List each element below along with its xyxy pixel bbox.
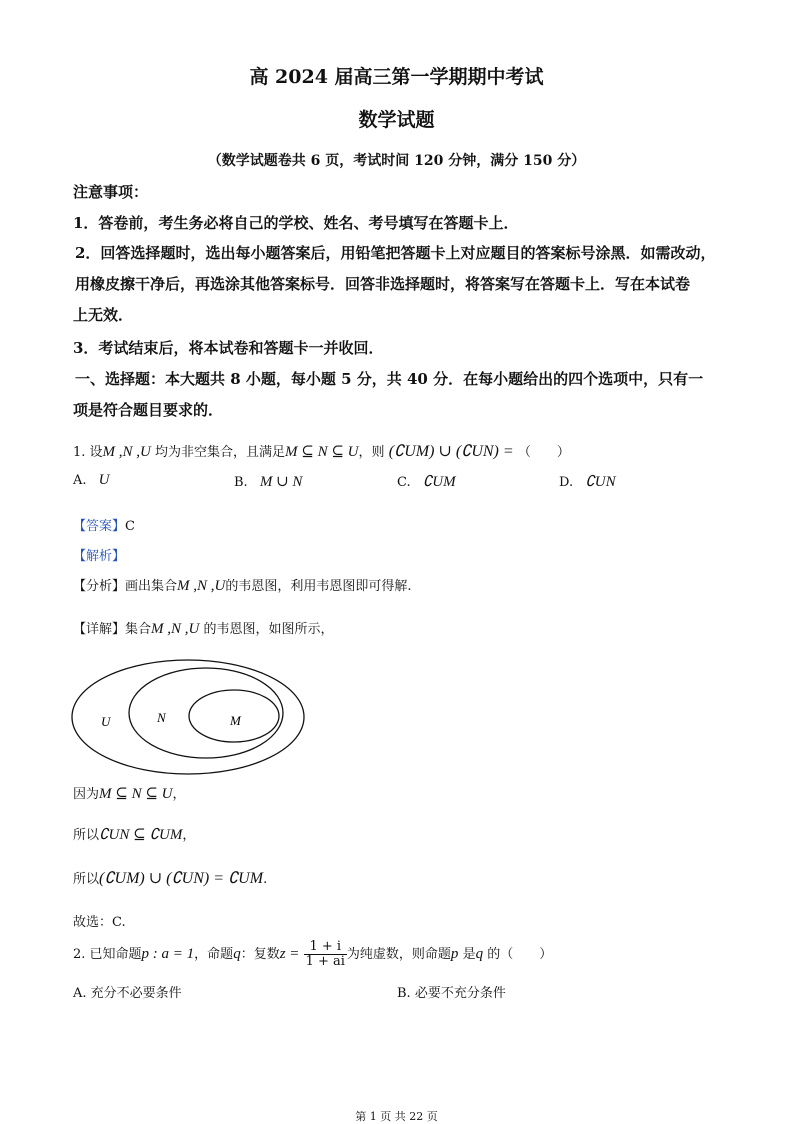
q1-so-2 xyxy=(73,868,267,888)
so2-pre: 所以 xyxy=(73,872,100,887)
xiangjie-tag: 【详解】 xyxy=(73,622,126,637)
q2-stem xyxy=(73,940,552,969)
q1-option-b-value: M ∪ N xyxy=(259,474,303,490)
xiangjie-pre: 集合 xyxy=(125,622,152,637)
q1-option-d-label: D. xyxy=(559,475,574,490)
venn-label-n: N xyxy=(157,710,166,725)
q1-option-b[interactable] xyxy=(234,472,302,491)
q2-mid-3: 为纯虚数，则命题 xyxy=(346,947,451,962)
q1-fenxi xyxy=(73,575,412,595)
answer-tag: 【答案】 xyxy=(73,519,126,534)
fenxi-post: 的韦恩图，利用韦恩图即可得解. xyxy=(225,579,412,594)
q1-option-b-label: B. xyxy=(234,475,248,490)
xiangjie-sets: M ,N ,U xyxy=(151,621,200,637)
q1-option-a-value: U xyxy=(98,472,110,488)
q2-fraction-numerator: 1 + i xyxy=(304,940,347,955)
q2-option-b-label: B. xyxy=(397,986,411,1001)
q2-option-a-label: A. xyxy=(73,986,87,1001)
q1-choose: 故选：C. xyxy=(73,915,126,930)
notice-item-1: 1．答卷前，考生务必将自己的学校、姓名、考号填写在答题卡上． xyxy=(73,214,519,232)
q2-tail: 的（ ） xyxy=(487,947,553,962)
q2-option-a-value: 充分不必要条件 xyxy=(90,986,182,1001)
exam-title: 高 2024 届高三第一学期期中考试 xyxy=(249,66,544,88)
q2-prefix: 2. 已知命题 xyxy=(73,947,142,962)
notice-item-2-line-2: 用橡皮擦干净后，再选涂其他答案标号．回答非选择题时，将答案写在答题卡上．写在本试卷 xyxy=(75,275,691,293)
q1-because xyxy=(73,783,186,803)
venn-set-n xyxy=(129,668,283,758)
section-1-line-1: 一、选择题：本大题共 8 小题，每小题 5 分，共 40 分．在每小题给出的四个选项中，只有一 xyxy=(75,370,704,388)
q1-sets: M ,N ,U xyxy=(102,444,151,460)
notice-item-2-line-3: 上无效． xyxy=(73,306,134,324)
fenxi-tag: 【分析】 xyxy=(73,579,126,594)
answer-value: C xyxy=(125,519,135,534)
fenxi-pre: 画出集合 xyxy=(125,579,178,594)
q2-option-b-value: 必要不充分条件 xyxy=(414,986,506,1001)
so1-relation: ∁UN ⊆ ∁UM xyxy=(99,827,183,843)
q1-prefix: 1. 设 xyxy=(73,445,103,460)
q2-q-label: q xyxy=(233,946,241,962)
q1-option-c[interactable] xyxy=(397,472,456,491)
q1-option-a-label: A. xyxy=(73,473,87,488)
q2-fraction-denominator: 1 + ai xyxy=(305,954,345,969)
exam-note: （数学试题卷共 6 页，考试时间 120 分钟，满分 150 分） xyxy=(207,153,586,169)
venn-diagram xyxy=(70,656,310,776)
q2-q: q xyxy=(475,946,484,962)
q1-option-a[interactable] xyxy=(73,472,110,489)
because-pre: 因为 xyxy=(73,787,100,802)
q1-mid: 均为非空集合，且满足 xyxy=(155,445,286,460)
q2-p: p xyxy=(450,946,459,962)
q1-option-c-label: C. xyxy=(397,475,411,490)
q1-expression: (∁UM) ∪ (∁UN) = xyxy=(388,443,514,460)
notice-item-3: 3．考试结束后，将本试卷和答题卡一并收回． xyxy=(73,339,384,357)
q1-then: ，则 xyxy=(358,445,385,460)
q2-p-condition: p : a = 1 xyxy=(141,946,195,962)
q1-option-c-value: ∁UM xyxy=(422,474,456,490)
page-footer: 第 1 页 共 22 页 xyxy=(355,1110,438,1123)
so2-post: . xyxy=(263,872,268,887)
q1-paren: （ ） xyxy=(517,445,570,460)
notice-heading: 注意事项： xyxy=(73,183,149,201)
q2-option-b[interactable] xyxy=(397,982,506,1001)
because-relation: M ⊆ N ⊆ U xyxy=(99,786,173,802)
analysis-tag: 【解析】 xyxy=(73,549,126,564)
q1-answer xyxy=(73,515,135,534)
q2-option-a[interactable] xyxy=(73,982,182,1001)
so2-relation: (∁UM) ∪ (∁UN) = ∁UM xyxy=(99,870,264,887)
venn-label-u: U xyxy=(101,714,111,729)
q1-xiangjie xyxy=(73,618,334,638)
q1-option-d-value: ∁UN xyxy=(585,474,616,490)
notice-item-2-line-1: 2．回答选择题时，选出每小题答案后，用铅笔把答题卡上对应题目的答案标号涂黑．如需改动， xyxy=(75,244,716,262)
q1-stem xyxy=(73,441,570,461)
xiangjie-post: 的韦恩图，如图所示， xyxy=(203,622,334,637)
q2-z-label: z = xyxy=(279,946,300,962)
subject-title: 数学试题 xyxy=(358,109,435,131)
so1-post: ， xyxy=(182,828,196,843)
q1-relation: M ⊆ N ⊆ U xyxy=(285,444,359,460)
venn-label-m: M xyxy=(230,713,241,728)
q1-so-1 xyxy=(73,824,195,844)
q2-mid-1: ，命题 xyxy=(194,947,234,962)
q2-is: 是 xyxy=(462,947,476,962)
so1-pre: 所以 xyxy=(73,828,100,843)
section-1-line-2: 项是符合题目要求的． xyxy=(73,401,224,419)
q1-option-d[interactable] xyxy=(559,472,616,491)
because-post: ， xyxy=(172,787,186,802)
q2-fraction xyxy=(304,940,347,969)
fenxi-sets: M ,N ,U xyxy=(177,578,226,594)
q2-mid-2: ：复数 xyxy=(240,947,280,962)
